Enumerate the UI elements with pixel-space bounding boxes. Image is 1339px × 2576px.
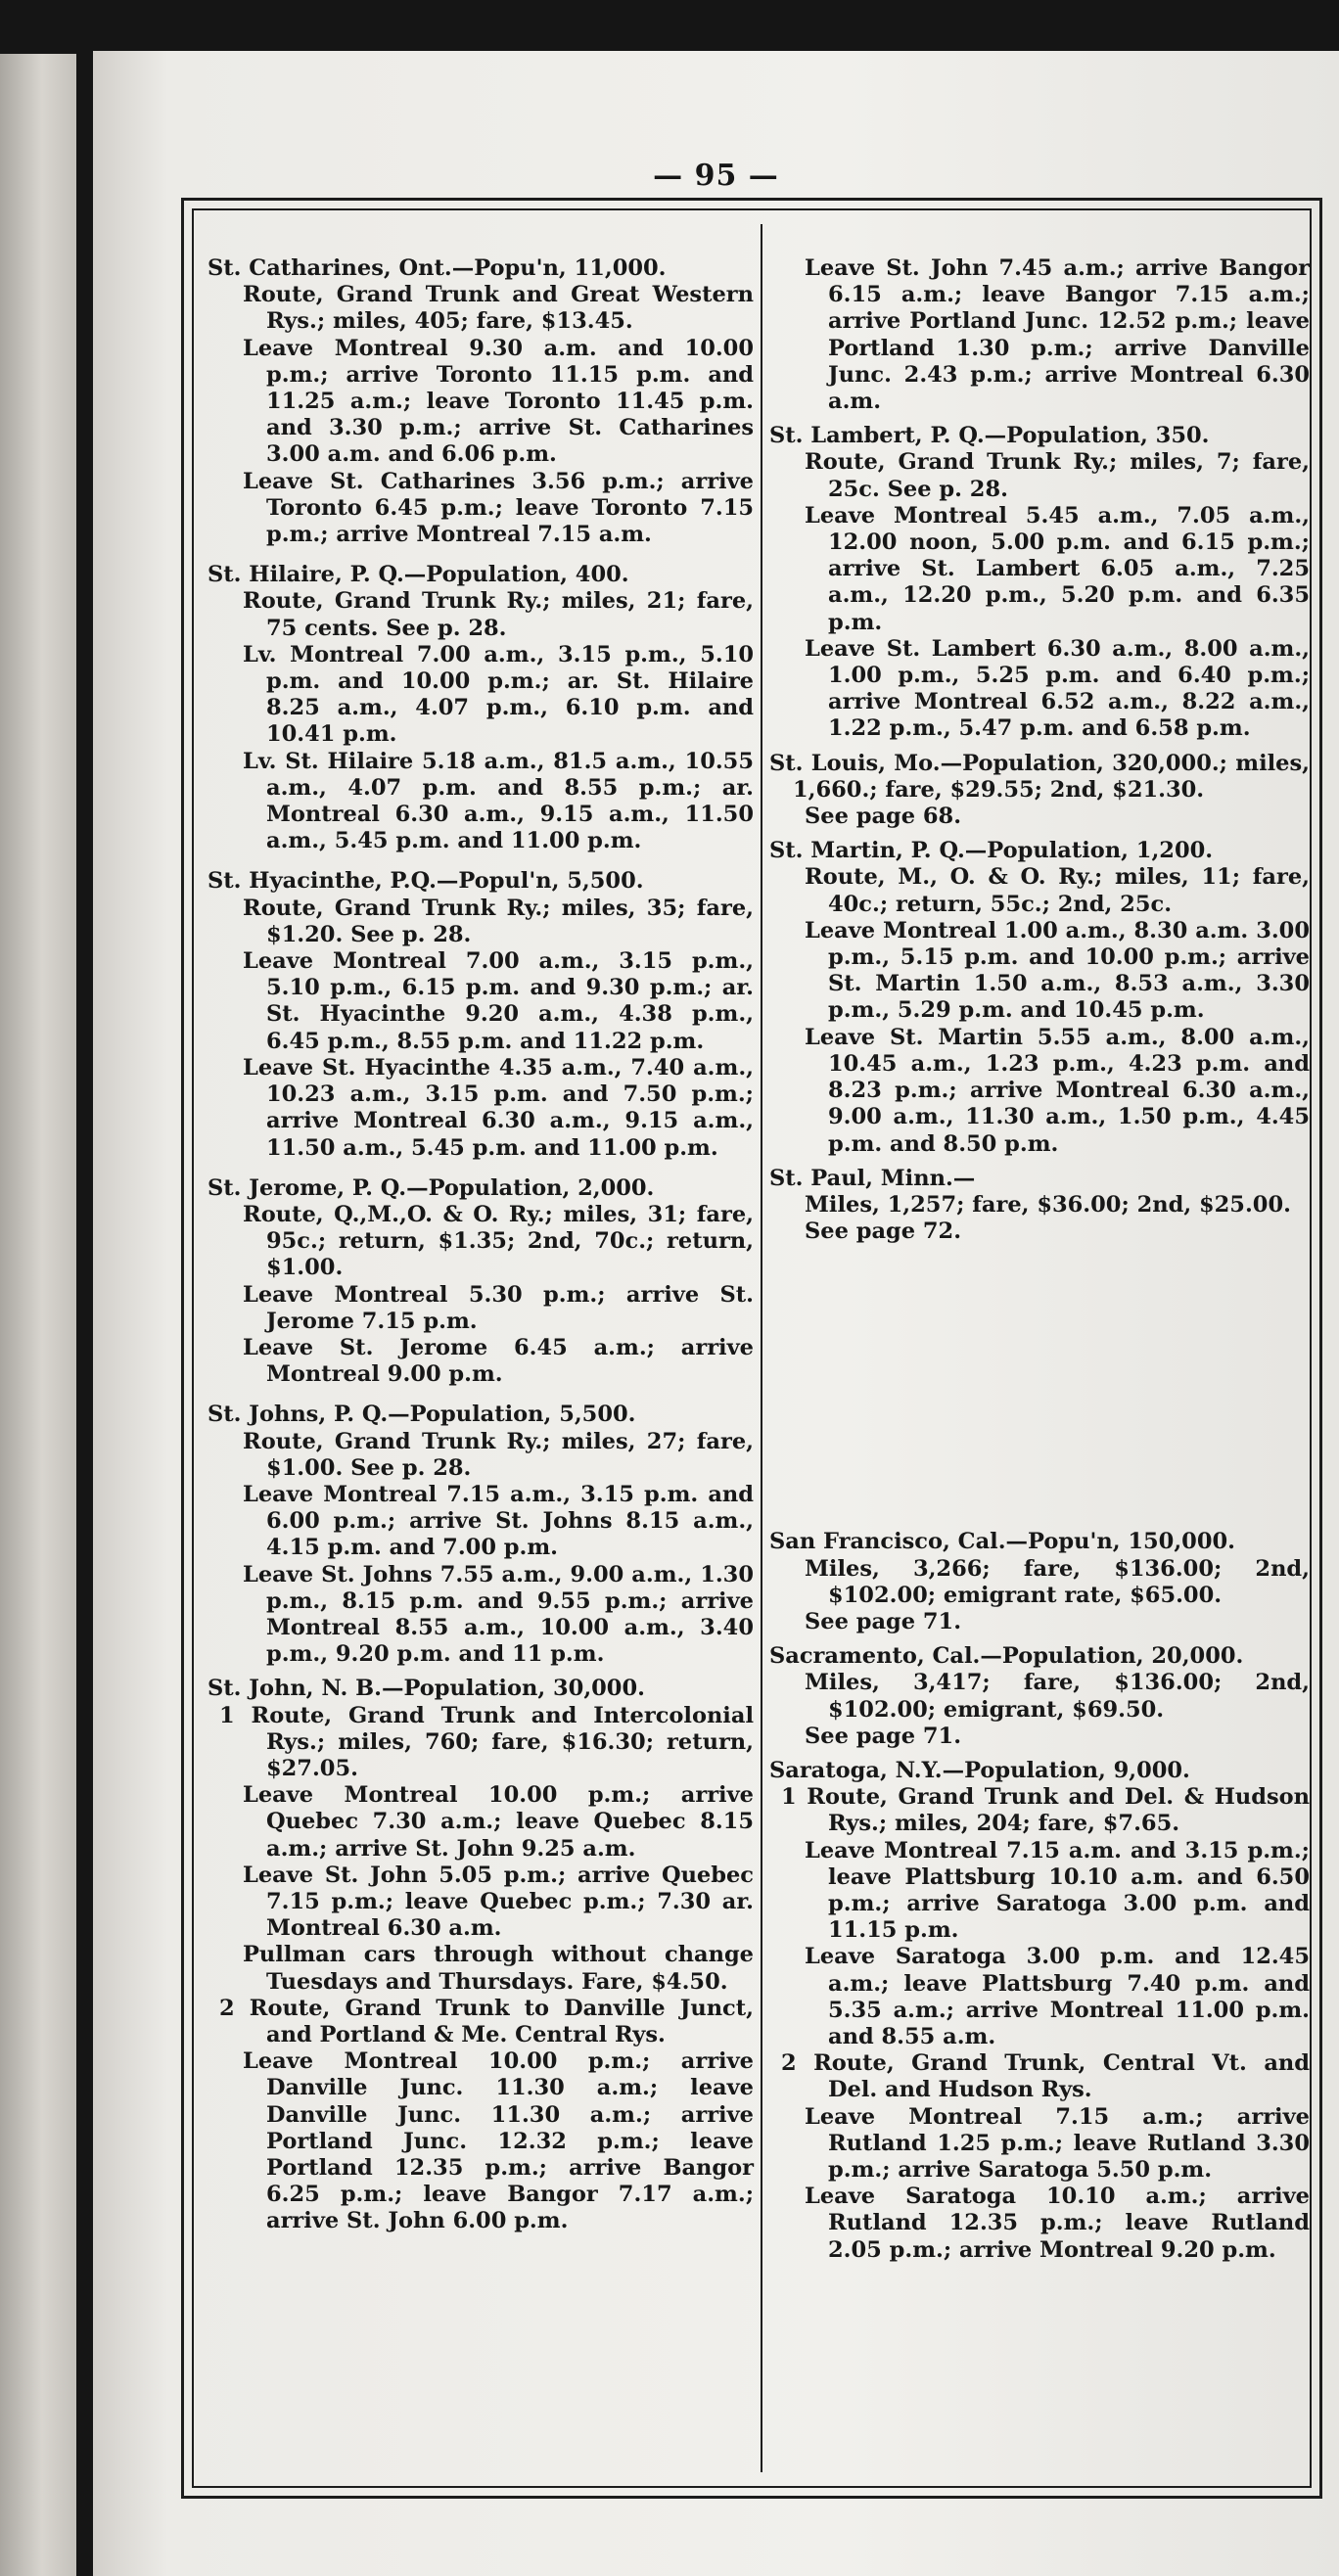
entry-heading: Saratoga, N.Y.—Population, 9,000.: [769, 1757, 1190, 1783]
entry-line: Leave Saratoga 10.10 a.m.; arrive Rutland 12.35 p.m.; leave Rutland 2.05 p.m.; arrive Montreal 9.20 p.m.: [805, 2184, 1310, 2263]
entry-line: Leave St. John 5.05 p.m.; arrive Quebec 7.15 p.m.; leave Quebec p.m.; 7.30 ar. Montreal 6.30 a.m.: [243, 1862, 754, 1942]
entry-sacramento: [769, 1643, 1310, 1750]
entry-st-lambert: [769, 423, 1310, 742]
page-border: [181, 198, 1322, 2499]
page-border-inner: [192, 208, 1312, 2488]
entry-st-martin: [769, 838, 1310, 1157]
entry-line: Route, Grand Trunk and Great Western Rys.; miles, 405; fare, $13.45.: [243, 282, 754, 335]
entry-heading: San Francisco, Cal.—Popu'n, 150,000.: [769, 1529, 1235, 1555]
entry-line: Lv. St. Hilaire 5.18 a.m., 81.5 a.m., 10.55 a.m., 4.07 p.m. and 8.55 p.m.; ar. Montreal 6.30 a.m., 9.15 a.m., 11.50 a.m., 5.45 p.m. and 11.00 p.m.: [243, 748, 754, 854]
entry-line: Leave Saratoga 3.00 p.m. and 12.45 a.m.; leave Plattsburg 7.40 p.m. and 5.35 a.m.; arrive Montreal 11.00 p.m. and 8.55 a.m.: [805, 1944, 1310, 2049]
entry-heading: St. Martin, P. Q.—Population, 1,200.: [769, 838, 1214, 864]
entry-st-john-continued: [769, 255, 1310, 415]
right-column: [769, 255, 1310, 2264]
entry-heading: St. Hyacinthe, P.Q.—Popul'n, 5,500.: [208, 868, 644, 895]
entry-saratoga: [769, 1758, 1310, 2264]
entry-st-louis: [769, 751, 1310, 831]
entry-line: Miles, 3,417; fare, $136.00; 2nd, $102.00; emigrant, $69.50.: [805, 1670, 1310, 1723]
entry-heading: St. Louis, Mo.—Population, 320,000.; miles, 1,660.; fare, $29.55; 2nd, $21.30.: [769, 750, 1310, 803]
entry-line: Leave Montreal 7.15 a.m., 3.15 p.m. and 6.00 p.m.; arrive St. Johns 8.15 a.m., 4.15 p.m. and 7.00 p.m.: [243, 1481, 754, 1561]
entry-line: 1 Route, Grand Trunk and Intercolonial Rys.; miles, 760; fare, $16.30; return, $27.05.: [219, 1702, 754, 1781]
entry-line: Leave Montreal 7.15 a.m.; arrive Rutland 1.25 p.m.; leave Rutland 3.30 p.m.; arrive Saratoga 5.50 p.m.: [805, 2103, 1310, 2183]
entry-line: Route, Grand Trunk Ry.; miles, 7; fare, 25c. See p. 28.: [805, 449, 1310, 502]
entry-heading: St. Paul, Minn.—: [769, 1165, 976, 1191]
entry-line: Route, Grand Trunk Ry.; miles, 35; fare, $1.20. See p. 28.: [243, 895, 754, 947]
entry-heading: St. Lambert, P. Q.—Population, 350.: [769, 423, 1210, 449]
entry-line: Route, M., O. & O. Ry.; miles, 11; fare, 40c.; return, 55c.; 2nd, 25c.: [805, 864, 1310, 917]
entry-heading: St. Johns, P. Q.—Population, 5,500.: [208, 1402, 636, 1428]
entry-st-john: [208, 1676, 754, 2234]
entry-line: Leave St. Lambert 6.30 a.m., 8.00 a.m., 1.00 p.m., 5.25 p.m. and 6.40 p.m.; arrive Montreal 6.52 a.m., 8.22 a.m., 1.22 p.m., 5.47 p.m. and 6.58 p.m.: [805, 635, 1310, 742]
entry-line: Route, Q.,M.,O. & O. Ry.; miles, 31; fare, 95c.; return, $1.35; 2nd, 70c.; return, $1.00.: [243, 1201, 754, 1281]
entry-heading: St. Catharines, Ont.—Popu'n, 11,000.: [208, 255, 667, 281]
entry-heading: St. John, N. B.—Population, 30,000.: [208, 1676, 645, 1702]
entry-line: Leave Montreal 10.00 p.m.; arrive Danville Junc. 11.30 a.m.; leave Danville Junc. 11.30 a.m.; arrive Portland Junc. 12.32 p.m.; leave Portland 12.35 p.m.; arrive Bangor 6.25 p.m.; leave Bangor 7.17 a.m.; arrive St. John 6.00 p.m.: [243, 2048, 754, 2234]
left-column: [208, 255, 754, 2235]
entry-line: Pullman cars through without change Tuesdays and Thursdays. Fare, $4.50.: [243, 1942, 754, 1995]
entry-st-catharines: [208, 255, 754, 548]
page-number: — 95 —: [653, 159, 779, 193]
entry-line: Leave St. Jerome 6.45 a.m.; arrive Montreal 9.00 p.m.: [243, 1334, 754, 1388]
entry-line: Leave Montreal 10.00 p.m.; arrive Quebec 7.30 a.m.; leave Quebec 8.15 a.m.; arrive St. John 9.25 a.m.: [243, 1782, 754, 1862]
entry-san-francisco: [769, 1529, 1310, 1635]
entry-line: Route, Grand Trunk Ry.; miles, 27; fare, $1.00. See p. 28.: [243, 1428, 754, 1481]
entry-st-johns: [208, 1402, 754, 1668]
column-divider: [761, 224, 762, 2472]
entry-line: Leave St. Hyacinthe 4.35 a.m., 7.40 a.m., 10.23 a.m., 3.15 p.m. and 7.50 p.m.; arrive Montreal 6.30 a.m., 9.15 a.m., 11.50 a.m., 5.45 p.m. and 11.00 p.m.: [243, 1054, 754, 1161]
entry-heading: St. Jerome, P. Q.—Population, 2,000.: [208, 1174, 655, 1201]
entry-line: Leave St. John 7.45 a.m.; arrive Bangor 6.15 a.m.; leave Bangor 7.15 a.m.; arrive Portland Junc. 12.52 p.m.; leave Portland 1.30 p.m.; arrive Danville Junc. 2.43 p.m.; arrive Montreal 6.30 a.m.: [805, 255, 1310, 415]
entry-line: Leave Montreal 1.00 a.m., 8.30 a.m. 3.00 p.m., 5.15 p.m. and 10.00 p.m.; arrive St. Martin 1.50 a.m., 8.53 a.m., 3.30 p.m., 5.29 p.m. and 10.45 p.m.: [805, 917, 1310, 1024]
entry-line: Leave Montreal 7.15 a.m. and 3.15 p.m.; leave Plattsburg 10.10 a.m. and 6.50 p.m.; arrive Saratoga 3.00 p.m. and 11.15 p.m.: [805, 1837, 1310, 1944]
entry-st-hilaire: [208, 562, 754, 854]
entry-line: See page 72.: [805, 1219, 962, 1245]
entry-line: See page 71.: [805, 1608, 962, 1634]
book-page: [93, 51, 1339, 2576]
entry-st-paul: [769, 1166, 1310, 1246]
entry-line: See page 68.: [805, 804, 962, 830]
entry-line: 1 Route, Grand Trunk and Del. & Hudson Rys.; miles, 204; fare, $7.65.: [781, 1784, 1310, 1837]
entry-line: Leave St. Johns 7.55 a.m., 9.00 a.m., 1.30 p.m., 8.15 p.m. and 9.55 p.m.; arrive Montreal 8.55 a.m., 10.00 a.m., 3.40 p.m., 9.20 p.m. and 11 p.m.: [243, 1561, 754, 1668]
entry-line: Miles, 3,266; fare, $136.00; 2nd, $102.00; emigrant rate, $65.00.: [805, 1555, 1310, 1608]
entry-line: See page 71.: [805, 1723, 962, 1749]
entry-st-jerome: [208, 1175, 754, 1389]
entry-line: Leave Montreal 5.30 p.m.; arrive St. Jerome 7.15 p.m.: [243, 1281, 754, 1334]
previous-page-edge: [0, 54, 76, 2576]
entry-line: 2 Route, Grand Trunk, Central Vt. and Del. and Hudson Rys.: [781, 2050, 1310, 2103]
entry-line: Leave St. Martin 5.55 a.m., 8.00 a.m., 10.45 a.m., 1.23 p.m., 4.23 p.m. and 8.23 p.m.; arrive Montreal 6.30 a.m., 9.00 a.m., 11.30 a.m., 1.50 p.m., 4.45 p.m. and 8.50 p.m.: [805, 1024, 1310, 1157]
entry-line: Route, Grand Trunk Ry.; miles, 21; fare, 75 cents. See p. 28.: [243, 588, 754, 641]
entry-line: Leave St. Catharines 3.56 p.m.; arrive Toronto 6.45 p.m.; leave Toronto 7.15 p.m.; arrive Montreal 7.15 a.m.: [243, 468, 754, 548]
entry-line: Leave Montreal 7.00 a.m., 3.15 p.m., 5.10 p.m., 6.15 p.m. and 9.30 p.m.; ar. St. Hyacinthe 9.20 a.m., 4.38 p.m., 6.45 p.m., 8.55 p.m. and 11.22 p.m.: [243, 948, 754, 1054]
entry-line: Lv. Montreal 7.00 a.m., 3.15 p.m., 5.10 p.m. and 10.00 p.m.; ar. St. Hilaire 8.25 a.m., 4.07 p.m., 6.10 p.m. and 10.41 p.m.: [243, 641, 754, 748]
entry-heading: St. Hilaire, P. Q.—Population, 400.: [208, 562, 629, 588]
entry-line: Leave Montreal 5.45 a.m., 7.05 a.m., 12.00 noon, 5.00 p.m. and 6.15 p.m.; arrive St. Lambert 6.05 a.m., 7.25 a.m., 12.20 p.m., 5.20 p.m. and 6.35 p.m.: [805, 502, 1310, 635]
entry-heading: Sacramento, Cal.—Population, 20,000.: [769, 1643, 1244, 1670]
entry-line: Leave Montreal 9.30 a.m. and 10.00 p.m.; arrive Toronto 11.15 p.m. and 11.25 a.m.; leave Toronto 11.45 p.m. and 3.30 p.m.; arrive St. Catharines 3.00 a.m. and 6.06 p.m.: [243, 335, 754, 468]
entry-line: Miles, 1,257; fare, $36.00; 2nd, $25.00.: [805, 1191, 1291, 1218]
entry-line: 2 Route, Grand Trunk to Danville Junct, and Portland & Me. Central Rys.: [219, 1995, 754, 2047]
entry-st-hyacinthe: [208, 868, 754, 1161]
